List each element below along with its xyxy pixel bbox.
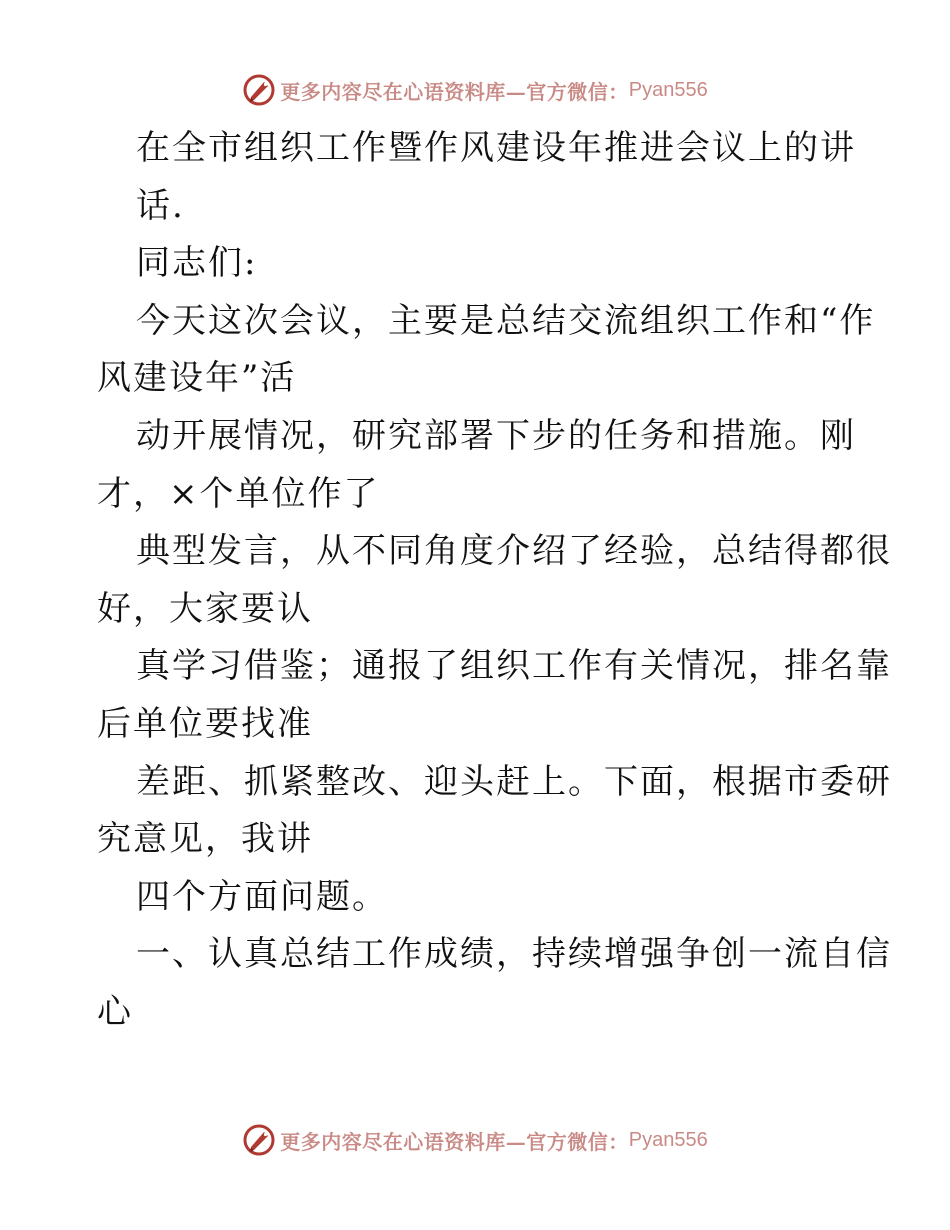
paragraph-line: 好，大家要认 [97, 588, 313, 629]
section-heading-line: 一、认真总结工作成绩，持续增强争创一流自信 [136, 934, 892, 975]
paragraph-line: 才，×个单位作了 [97, 473, 380, 514]
paragraph-line: 真学习借鉴；通报了组织工作有关情况，排名靠 [136, 646, 892, 687]
footer-banner-text: 更多内容尽在心语资料库—官方微信： [280, 1129, 629, 1154]
salutation-line: 同志们: [136, 243, 258, 284]
footer-banner-id: Pyan556 [628, 1128, 708, 1151]
header-banner-text: 更多内容尽在心语资料库—官方微信： [280, 79, 629, 104]
title-line-1: 在全市组织工作暨作风建设年推进会议上的讲 [136, 128, 856, 168]
paragraph-line: 四个方面问题。 [136, 876, 388, 917]
paragraph-line: 今天这次会议，主要是总结交流组织工作和“作 [136, 300, 876, 341]
paragraph-line: 差距、抓紧整改、迎头赶上。下面，根据市委研 [136, 761, 892, 802]
paragraph-line: 动开展情况，研究部署下步的任务和措施。刚 [136, 415, 856, 456]
pen-nib-logo-icon [242, 73, 276, 107]
paragraph-line: 究意见，我讲 [97, 819, 313, 860]
title-line-2: 话. [136, 185, 185, 226]
section-heading-line: 心 [97, 991, 133, 1032]
paragraph-line: 典型发言，从不同角度介绍了经验，总结得都很 [136, 531, 892, 572]
paragraph-line: 风建设年”活 [97, 358, 297, 399]
header-watermark-banner [0, 70, 950, 110]
pen-nib-logo-icon [242, 1123, 276, 1157]
footer-watermark-banner [0, 1120, 950, 1160]
speech-body [97, 120, 892, 1042]
header-banner-id: Pyan556 [628, 78, 708, 101]
paragraph-line: 后单位要找准 [97, 703, 313, 744]
